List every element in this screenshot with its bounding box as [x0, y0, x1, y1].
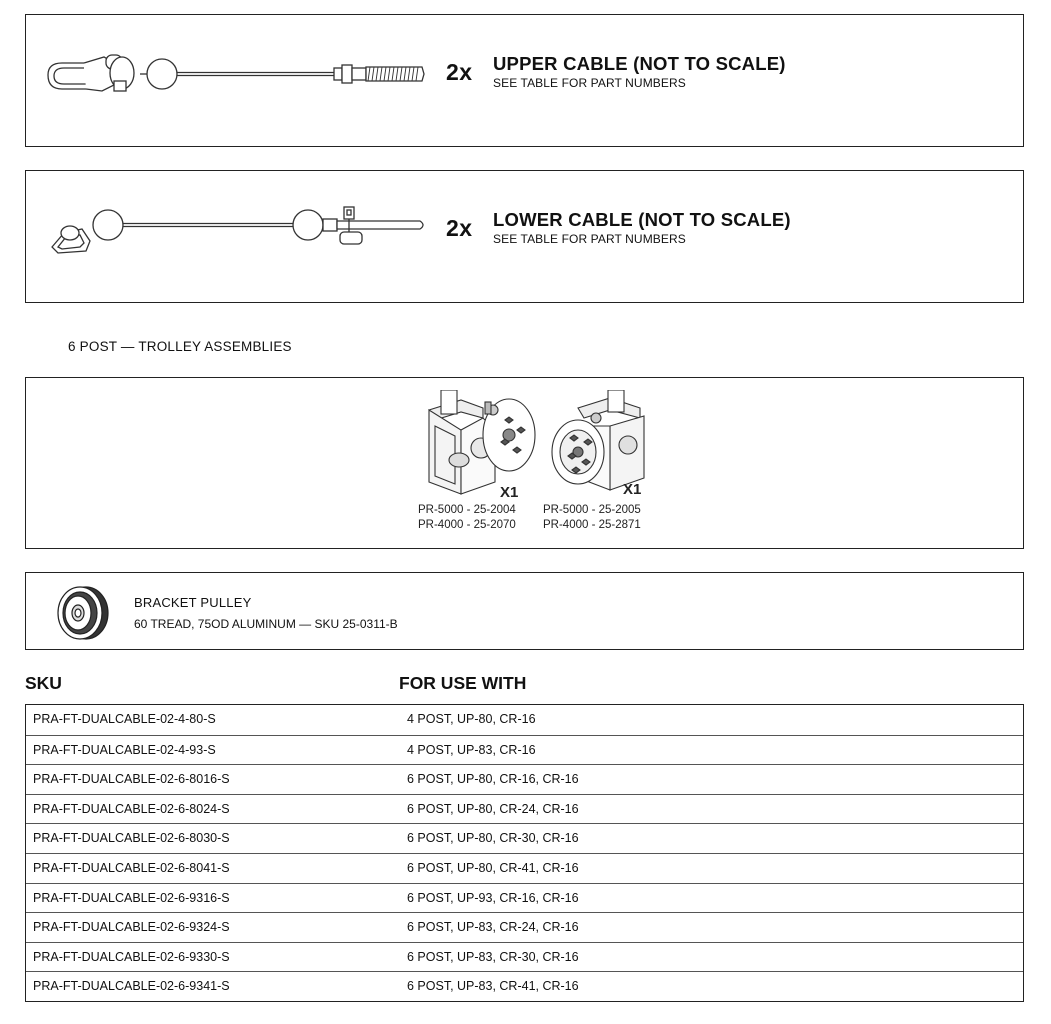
sku-cell: PRA-FT-DUALCABLE-02-6-8016-S [33, 772, 230, 787]
bracket-pulley-panel [25, 572, 1024, 650]
trolley-assembly-1-multiplier: X1 [500, 484, 519, 501]
table-row [26, 883, 1023, 913]
table-row [26, 942, 1023, 972]
trolley-assembly-2-icon [548, 390, 668, 500]
sku-cell: PRA-FT-DUALCABLE-02-6-9341-S [33, 979, 230, 994]
sku-cell: PRA-FT-DUALCABLE-02-6-9330-S [33, 949, 230, 964]
use-cell: 4 POST, UP-80, CR-16 [407, 712, 536, 726]
use-cell: 6 POST, UP-80, CR-16, CR-16 [407, 772, 579, 787]
trolley-assemblies-panel [25, 377, 1024, 549]
pulley-icon [54, 585, 114, 641]
sku-cell: PRA-FT-DUALCABLE-02-6-8024-S [33, 801, 230, 816]
trolley-assembly-1-part-numbers [418, 503, 516, 533]
trolley-assembly-2-part-number-1: PR-5000 - 25-2005 [543, 504, 641, 516]
lower-cable-subtitle: SEE TABLE FOR PART NUMBERS [493, 232, 686, 246]
upper-cable-drawing [44, 33, 434, 123]
sku-cell: PRA-FT-DUALCABLE-02-6-9316-S [33, 890, 230, 905]
table-row [26, 823, 1023, 853]
trolley-assembly-1-icon [421, 390, 541, 500]
table-row [26, 764, 1023, 794]
trolley-assembly-2-part-number-2: PR-4000 - 25-2871 [543, 519, 641, 531]
sku-cell: PRA-FT-DUALCABLE-02-6-8030-S [33, 831, 230, 846]
upper-cable-quantity: 2x [446, 59, 473, 85]
sku-cell: PRA-FT-DUALCABLE-02-6-9324-S [33, 920, 230, 935]
use-cell: 6 POST, UP-83, CR-30, CR-16 [407, 949, 579, 964]
trolley-assembly-1-part-number-1: PR-5000 - 25-2004 [418, 504, 516, 516]
lower-cable-drawing [44, 189, 434, 279]
sku-column-header: SKU [25, 673, 62, 693]
trolley-assembly-2-part-numbers [543, 503, 641, 533]
use-cell: 6 POST, UP-80, CR-24, CR-16 [407, 801, 579, 816]
lower-cable-panel [25, 170, 1024, 303]
use-cell: 6 POST, UP-80, CR-30, CR-16 [407, 831, 579, 846]
for-use-with-column-header: FOR USE WITH [399, 673, 527, 693]
sku-cell: PRA-FT-DUALCABLE-02-4-80-S [33, 712, 216, 726]
upper-cable-title: UPPER CABLE (NOT TO SCALE) [493, 53, 786, 74]
trolley-assembly-2-multiplier: X1 [623, 481, 642, 498]
use-cell: 6 POST, UP-83, CR-41, CR-16 [407, 979, 579, 994]
use-cell: 6 POST, UP-93, CR-16, CR-16 [407, 890, 579, 905]
table-row [26, 705, 1023, 735]
use-cell: 4 POST, UP-83, CR-16 [407, 742, 536, 757]
table-row [26, 735, 1023, 765]
table-row [26, 794, 1023, 824]
sku-cell: PRA-FT-DUALCABLE-02-4-93-S [33, 742, 216, 757]
use-cell: 6 POST, UP-83, CR-24, CR-16 [407, 920, 579, 935]
sku-cell: PRA-FT-DUALCABLE-02-6-8041-S [33, 860, 230, 875]
section-label: 6 POST — TROLLEY ASSEMBLIES [68, 339, 292, 354]
table-row [26, 912, 1023, 942]
upper-cable-subtitle: SEE TABLE FOR PART NUMBERS [493, 76, 686, 90]
pulley-name: BRACKET PULLEY [134, 595, 252, 610]
trolley-assembly-1-part-number-2: PR-4000 - 25-2070 [418, 519, 516, 531]
use-cell: 6 POST, UP-80, CR-41, CR-16 [407, 860, 579, 875]
table-row [26, 971, 1023, 1001]
table-row [26, 853, 1023, 883]
lower-cable-title: LOWER CABLE (NOT TO SCALE) [493, 209, 791, 230]
sku-table [25, 704, 1024, 1002]
lower-cable-quantity: 2x [446, 215, 473, 241]
pulley-description: 60 TREAD, 75OD ALUMINUM — SKU 25-0311-B [134, 617, 398, 631]
upper-cable-panel [25, 14, 1024, 147]
